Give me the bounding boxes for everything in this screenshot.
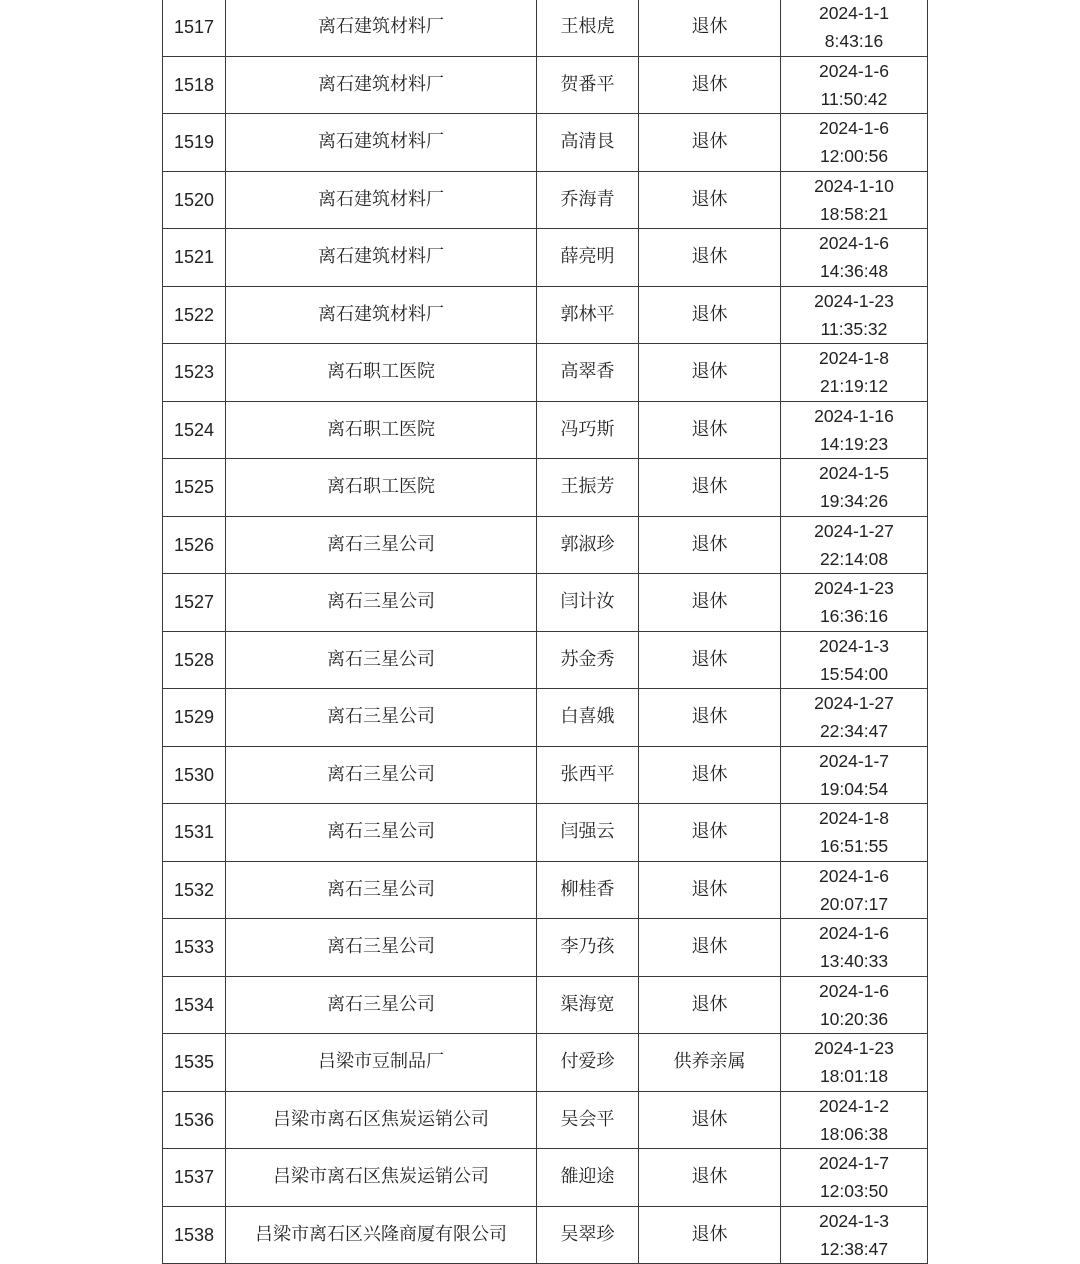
table-row (163, 114, 928, 172)
person-type: 退休 (639, 631, 781, 689)
auth-datetime (781, 1206, 928, 1264)
auth-date: 2024-1-5 (818, 463, 890, 484)
auth-time: 14:36:48 (819, 261, 889, 282)
auth-time: 8:43:16 (824, 31, 884, 52)
row-number: 1520 (163, 171, 226, 229)
auth-date: 2024-1-6 (818, 233, 890, 254)
auth-datetime (781, 919, 928, 977)
table-row (163, 804, 928, 862)
person-type: 退休 (639, 1149, 781, 1207)
auth-time: 13:40:33 (819, 951, 889, 972)
person-name: 吴翠珍 (537, 1206, 639, 1264)
auth-time: 12:03:50 (819, 1181, 889, 1202)
auth-datetime (781, 401, 928, 459)
person-name: 李乃孩 (537, 919, 639, 977)
row-number: 1525 (163, 459, 226, 517)
row-number: 1522 (163, 286, 226, 344)
table-row (163, 516, 928, 574)
table-row (163, 919, 928, 977)
person-type: 供养亲属 (639, 1034, 781, 1092)
unit-name: 离石三星公司 (226, 574, 537, 632)
table-row (163, 861, 928, 919)
row-number: 1537 (163, 1149, 226, 1207)
row-number: 1524 (163, 401, 226, 459)
auth-time: 11:50:42 (820, 88, 888, 109)
auth-time: 18:06:38 (819, 1123, 889, 1144)
person-type: 退休 (639, 976, 781, 1034)
person-type: 退休 (639, 401, 781, 459)
auth-datetime (781, 1149, 928, 1207)
auth-datetime (781, 286, 928, 344)
auth-date: 2024-1-6 (818, 923, 890, 944)
unit-name: 吕梁市离石区焦炭运销公司 (226, 1149, 537, 1207)
table-row (163, 574, 928, 632)
auth-datetime (781, 229, 928, 287)
auth-time: 22:14:08 (819, 548, 889, 569)
auth-time: 12:00:56 (819, 146, 889, 167)
auth-datetime (781, 344, 928, 402)
table-row (163, 401, 928, 459)
auth-datetime (781, 574, 928, 632)
auth-date: 2024-1-6 (818, 60, 890, 81)
person-type: 退休 (639, 229, 781, 287)
auth-time: 12:38:47 (819, 1238, 889, 1259)
auth-datetime (781, 861, 928, 919)
person-name: 郭林平 (537, 286, 639, 344)
unit-name: 离石三星公司 (226, 689, 537, 747)
person-name: 乔海青 (537, 171, 639, 229)
row-number: 1533 (163, 919, 226, 977)
auth-time: 19:04:54 (819, 778, 889, 799)
person-name: 冯巧斯 (537, 401, 639, 459)
row-number: 1532 (163, 861, 226, 919)
person-type: 退休 (639, 689, 781, 747)
auth-time: 18:01:18 (819, 1066, 889, 1087)
person-type: 退休 (639, 861, 781, 919)
person-type: 退休 (639, 0, 781, 56)
table-row (163, 746, 928, 804)
auth-date: 2024-1-8 (818, 348, 890, 369)
table-row (163, 1091, 928, 1149)
person-name: 闫强云 (537, 804, 639, 862)
person-name: 王根虎 (537, 0, 639, 56)
person-type: 退休 (639, 171, 781, 229)
auth-date: 2024-1-8 (818, 808, 890, 829)
unit-name: 离石三星公司 (226, 631, 537, 689)
person-name: 白喜娥 (537, 689, 639, 747)
person-name: 高清艮 (537, 114, 639, 172)
person-name: 柳桂香 (537, 861, 639, 919)
auth-datetime (781, 746, 928, 804)
unit-name: 离石建筑材料厂 (226, 114, 537, 172)
auth-date: 2024-1-27 (814, 693, 894, 714)
auth-date: 2024-1-3 (818, 1210, 890, 1231)
row-number: 1536 (163, 1091, 226, 1149)
unit-name: 离石职工医院 (226, 401, 537, 459)
row-number: 1531 (163, 804, 226, 862)
row-number: 1538 (163, 1206, 226, 1264)
table-row (163, 286, 928, 344)
unit-name: 离石三星公司 (226, 746, 537, 804)
row-number: 1526 (163, 516, 226, 574)
auth-date: 2024-1-6 (818, 865, 890, 886)
row-number: 1530 (163, 746, 226, 804)
table-row (163, 229, 928, 287)
unit-name: 离石职工医院 (226, 344, 537, 402)
person-name: 吴会平 (537, 1091, 639, 1149)
auth-date: 2024-1-10 (814, 175, 894, 196)
person-type: 退休 (639, 746, 781, 804)
auth-datetime (781, 1034, 928, 1092)
table-row (163, 56, 928, 114)
table-row (163, 0, 928, 56)
auth-time: 10:20:36 (819, 1008, 889, 1029)
person-type: 退休 (639, 286, 781, 344)
auth-time: 16:36:16 (819, 606, 889, 627)
auth-datetime (781, 114, 928, 172)
auth-date: 2024-1-1 (818, 3, 890, 24)
auth-time: 11:35:32 (820, 318, 888, 339)
auth-date: 2024-1-23 (814, 1038, 894, 1059)
auth-date: 2024-1-6 (818, 118, 890, 139)
unit-name: 离石三星公司 (226, 861, 537, 919)
auth-date: 2024-1-2 (818, 1095, 890, 1116)
auth-datetime (781, 516, 928, 574)
person-name: 贺番平 (537, 56, 639, 114)
auth-datetime (781, 631, 928, 689)
auth-time: 20:07:17 (819, 893, 889, 914)
auth-date: 2024-1-7 (818, 750, 890, 771)
person-name: 闫计汝 (537, 574, 639, 632)
person-name: 郭淑珍 (537, 516, 639, 574)
auth-datetime (781, 976, 928, 1034)
records-table (162, 0, 928, 1264)
person-type: 退休 (639, 516, 781, 574)
auth-datetime (781, 689, 928, 747)
auth-time: 18:58:21 (819, 203, 889, 224)
table-row (163, 1034, 928, 1092)
auth-date: 2024-1-16 (814, 405, 894, 426)
auth-time: 15:54:00 (819, 663, 889, 684)
unit-name: 离石建筑材料厂 (226, 0, 537, 56)
row-number: 1528 (163, 631, 226, 689)
row-number: 1527 (163, 574, 226, 632)
person-type: 退休 (639, 919, 781, 977)
unit-name: 离石建筑材料厂 (226, 286, 537, 344)
row-number: 1523 (163, 344, 226, 402)
row-number: 1529 (163, 689, 226, 747)
unit-name: 离石三星公司 (226, 804, 537, 862)
person-type: 退休 (639, 574, 781, 632)
auth-time: 22:34:47 (819, 721, 889, 742)
table-row (163, 1206, 928, 1264)
unit-name: 吕梁市离石区兴隆商厦有限公司 (226, 1206, 537, 1264)
row-number: 1517 (163, 0, 226, 56)
unit-name: 离石建筑材料厂 (226, 171, 537, 229)
row-number: 1519 (163, 114, 226, 172)
auth-date: 2024-1-3 (818, 635, 890, 656)
auth-datetime (781, 804, 928, 862)
person-name: 薛亮明 (537, 229, 639, 287)
person-type: 退休 (639, 459, 781, 517)
auth-date: 2024-1-6 (818, 980, 890, 1001)
auth-date: 2024-1-23 (814, 290, 894, 311)
records-table-body (163, 0, 928, 1264)
unit-name: 离石三星公司 (226, 516, 537, 574)
person-name: 雒迎途 (537, 1149, 639, 1207)
auth-datetime (781, 171, 928, 229)
table-row (163, 344, 928, 402)
table-row (163, 631, 928, 689)
unit-name: 离石建筑材料厂 (226, 229, 537, 287)
auth-datetime (781, 0, 928, 56)
auth-date: 2024-1-7 (818, 1153, 890, 1174)
auth-time: 16:51:55 (819, 836, 889, 857)
person-type: 退休 (639, 344, 781, 402)
table-row (163, 459, 928, 517)
table-row (163, 689, 928, 747)
row-number: 1534 (163, 976, 226, 1034)
person-type: 退休 (639, 1206, 781, 1264)
row-number: 1521 (163, 229, 226, 287)
person-name: 王振芳 (537, 459, 639, 517)
auth-date: 2024-1-23 (814, 578, 894, 599)
unit-name: 离石三星公司 (226, 976, 537, 1034)
table-row (163, 976, 928, 1034)
table-row (163, 171, 928, 229)
unit-name: 吕梁市离石区焦炭运销公司 (226, 1091, 537, 1149)
person-type: 退休 (639, 114, 781, 172)
auth-time: 19:34:26 (819, 491, 889, 512)
person-type: 退休 (639, 804, 781, 862)
auth-date: 2024-1-27 (814, 520, 894, 541)
row-number: 1535 (163, 1034, 226, 1092)
unit-name: 离石职工医院 (226, 459, 537, 517)
auth-datetime (781, 459, 928, 517)
auth-datetime (781, 56, 928, 114)
person-type: 退休 (639, 1091, 781, 1149)
table-row (163, 1149, 928, 1207)
person-type: 退休 (639, 56, 781, 114)
person-name: 高翠香 (537, 344, 639, 402)
auth-datetime (781, 1091, 928, 1149)
person-name: 付爱珍 (537, 1034, 639, 1092)
unit-name: 吕梁市豆制品厂 (226, 1034, 537, 1092)
auth-time: 14:19:23 (819, 433, 889, 454)
auth-time: 21:19:12 (819, 376, 889, 397)
unit-name: 离石三星公司 (226, 919, 537, 977)
person-name: 渠海宽 (537, 976, 639, 1034)
unit-name: 离石建筑材料厂 (226, 56, 537, 114)
person-name: 张西平 (537, 746, 639, 804)
row-number: 1518 (163, 56, 226, 114)
person-name: 苏金秀 (537, 631, 639, 689)
